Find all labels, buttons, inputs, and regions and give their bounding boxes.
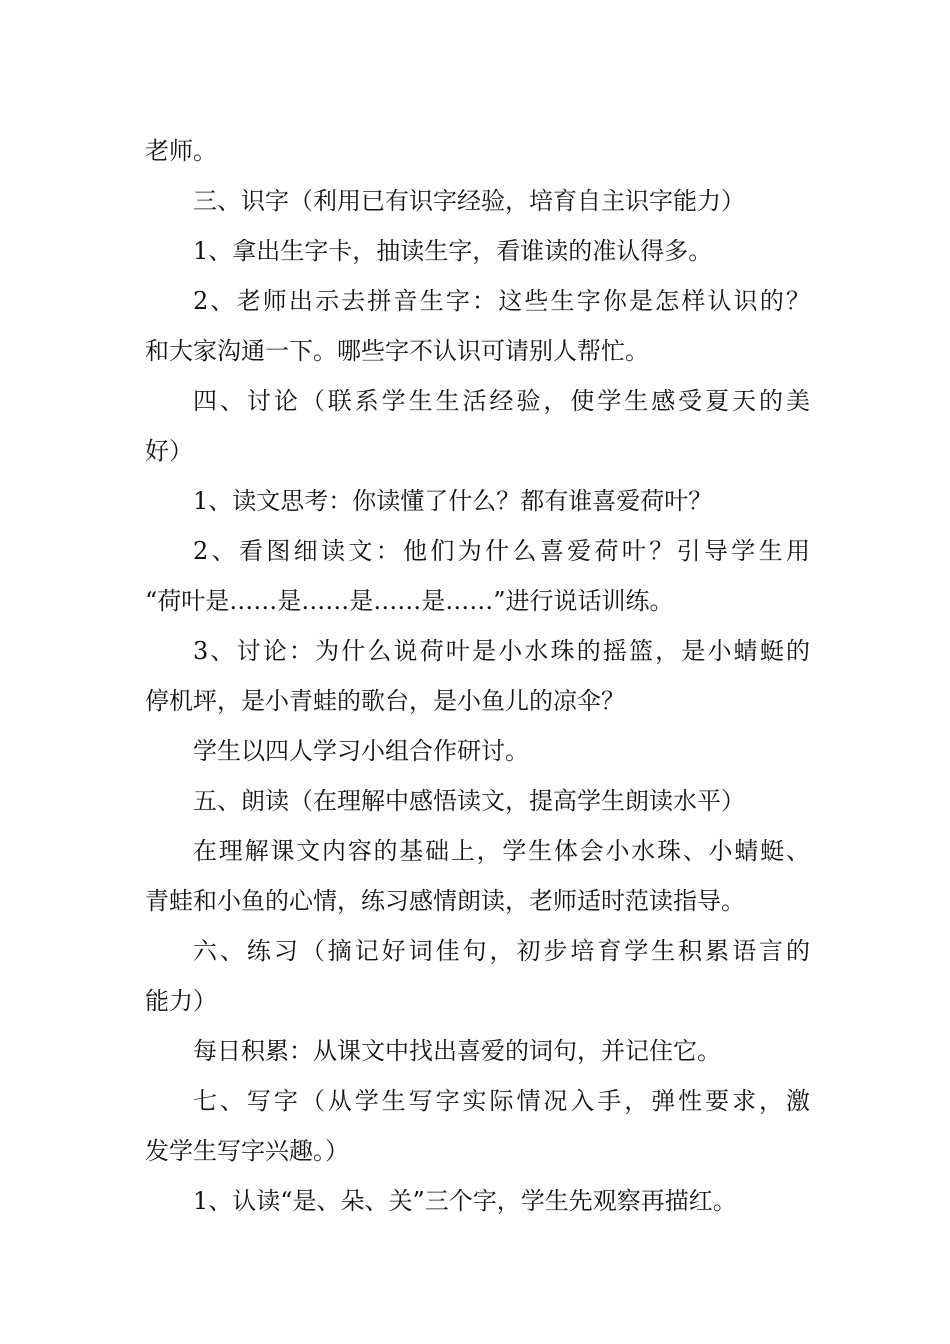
section-heading: 六、练习（摘记好词佳句，初步培育学生积累语言的 [193, 937, 810, 965]
text-line: 发学生写字兴趣。） [145, 1137, 349, 1165]
text-line: 1、拿出生字卡，抽读生字，看谁读的准认得多。 [193, 237, 713, 265]
text-line: 老师。 [145, 137, 217, 165]
text-line: 青蛙和小鱼的心情，练习感情朗读，老师适时范读指导。 [145, 887, 745, 915]
text-line: 1、认读“是、朵、关”三个字，学生先观察再描红。 [193, 1187, 737, 1215]
text-line: 好） [145, 437, 193, 465]
document-body [145, 126, 810, 1226]
text-line: 在理解课文内容的基础上，学生体会小水珠、小蜻蜓、 [193, 837, 810, 865]
section-heading: 五、朗读（在理解中感悟读文，提高学生朗读水平） [193, 787, 745, 815]
text-line: 和大家沟通一下。哪些字不认识可请别人帮忙。 [145, 337, 649, 365]
text-line: 1、读文思考：你读懂了什么？都有谁喜爱荷叶？ [193, 487, 713, 515]
text-line: 3、讨论：为什么说荷叶是小水珠的摇篮，是小蜻蜓的 [193, 637, 810, 665]
section-heading: 七、写字（从学生写字实际情况入手，弹性要求，激 [193, 1087, 810, 1115]
text-line: 每日积累：从课文中找出喜爱的词句，并记住它。 [193, 1037, 721, 1065]
text-line: 停机坪，是小青蛙的歌台，是小鱼儿的凉伞？ [145, 687, 625, 715]
section-heading: 三、识字（利用已有识字经验，培育自主识字能力） [193, 187, 745, 215]
text-line: 能力） [145, 987, 217, 1015]
text-line: “荷叶是……是……是……是……”进行说话训练。 [145, 587, 674, 615]
text-line: 学生以四人学习小组合作研讨。 [193, 737, 529, 765]
section-heading: 四、讨论（联系学生生活经验，使学生感受夏天的美 [193, 387, 810, 415]
text-line: 2、看图细读文：他们为什么喜爱荷叶？引导学生用 [193, 537, 810, 565]
text-line: 2、老师出示去拼音生字：这些生字你是怎样认识的？ [193, 287, 810, 315]
